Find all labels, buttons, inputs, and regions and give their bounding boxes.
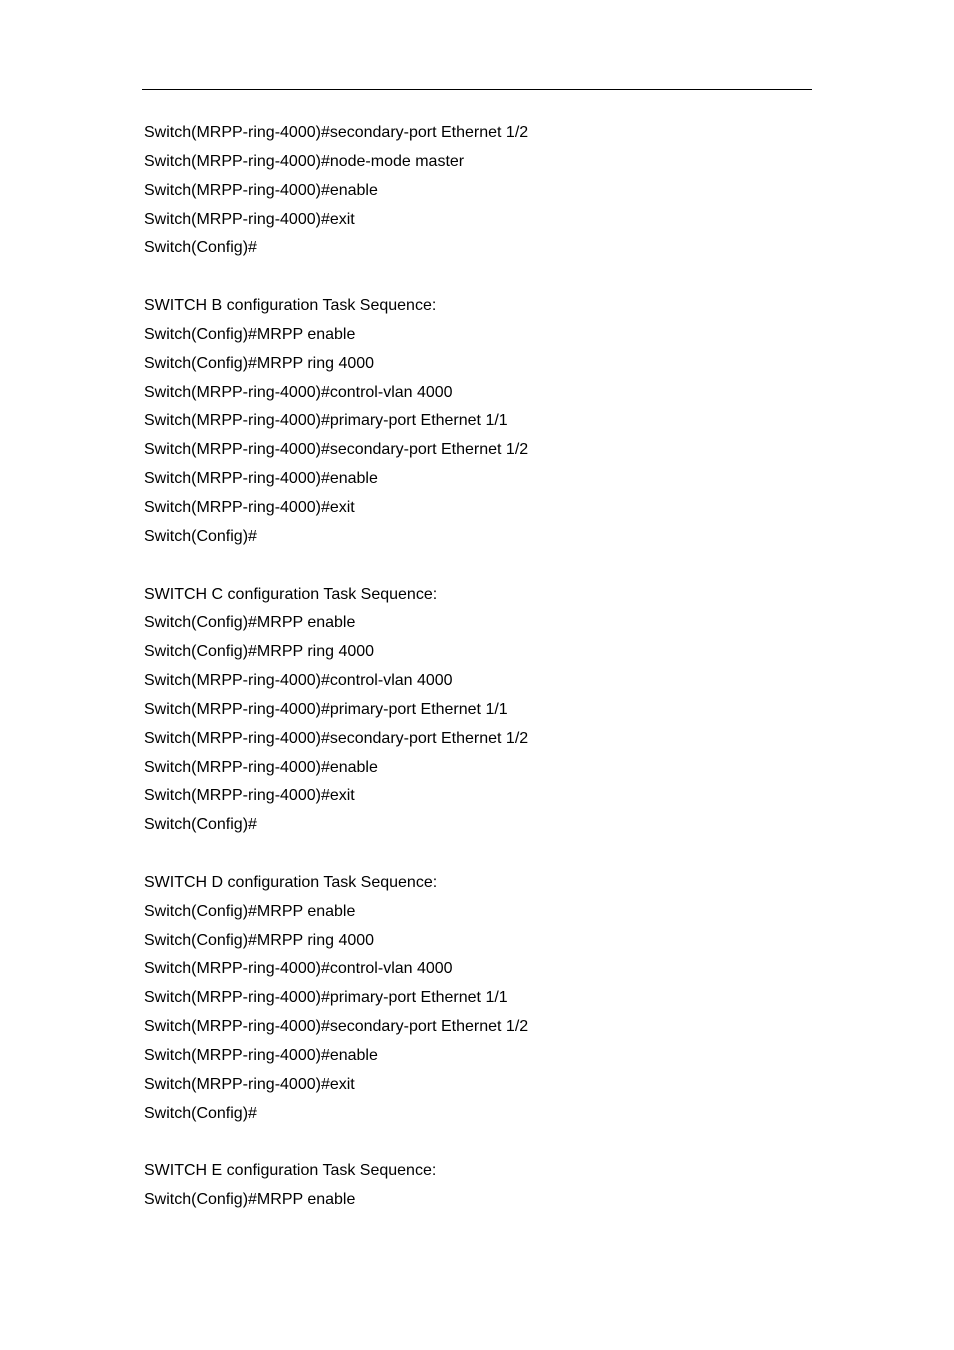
text-line: Switch(Config)#MRPP ring 4000 — [144, 643, 375, 661]
text-line: Switch(Config)# — [144, 239, 257, 257]
document-body — [144, 119, 804, 1215]
section-heading-switch-b: SWITCH B configuration Task Sequence: — [144, 297, 437, 315]
text-line: Switch(MRPP-ring-4000)#secondary-port Ethernet 1/2 — [144, 729, 529, 747]
text-line: Switch(MRPP-ring-4000)#primary-port Ethernet 1/1 — [144, 989, 508, 1007]
section-heading-switch-e: SWITCH E configuration Task Sequence: — [144, 1162, 437, 1180]
blank-line — [144, 1129, 804, 1158]
text-line: Switch(MRPP-ring-4000)#enable — [144, 470, 378, 488]
text-line: Switch(MRPP-ring-4000)#secondary-port Ethernet 1/2 — [144, 441, 529, 459]
text-line: Switch(MRPP-ring-4000)#secondary-port Ethernet 1/2 — [144, 124, 529, 141]
text-line: Switch(MRPP-ring-4000)#primary-port Ethernet 1/1 — [144, 412, 508, 430]
text-line: Switch(MRPP-ring-4000)#enable — [144, 1047, 378, 1064]
text-line: Switch(Config)# — [144, 816, 257, 834]
text-line: Switch(MRPP-ring-4000)#exit — [144, 1075, 355, 1093]
text-line: Switch(Config)#MRPP enable — [144, 325, 356, 343]
blank-line — [144, 263, 804, 292]
text-line: Switch(MRPP-ring-4000)#exit — [144, 498, 355, 516]
text-line: Switch(MRPP-ring-4000)#secondary-port Ethernet 1/2 — [144, 1018, 529, 1036]
text-line: Switch(MRPP-ring-4000)#control-vlan 4000 — [144, 672, 453, 690]
text-line: Switch(Config)#MRPP ring 4000 — [144, 931, 375, 949]
text-line: Switch(Config)#MRPP enable — [144, 614, 356, 632]
text-line: Switch(Config)#MRPP ring 4000 — [144, 354, 375, 372]
text-line: Switch(Config)# — [144, 527, 257, 545]
text-line: Switch(MRPP-ring-4000)#control-vlan 4000 — [144, 383, 453, 401]
header-rule — [142, 89, 812, 90]
text-line: Switch(MRPP-ring-4000)#enable — [144, 758, 378, 776]
text-line: Switch(MRPP-ring-4000)#exit — [144, 787, 355, 805]
text-line: Switch(MRPP-ring-4000)#control-vlan 4000 — [144, 960, 453, 978]
text-line: Switch(Config)#MRPP enable — [144, 1191, 356, 1209]
section-heading-switch-d: SWITCH D configuration Task Sequence: — [144, 873, 438, 891]
section-heading-switch-c: SWITCH C configuration Task Sequence: — [144, 585, 438, 603]
blank-line — [144, 552, 804, 581]
blank-line — [144, 840, 804, 869]
text-line: Switch(Config)# — [144, 1104, 257, 1122]
text-line: Switch(MRPP-ring-4000)#node-mode master — [144, 152, 465, 170]
text-line: Switch(MRPP-ring-4000)#enable — [144, 181, 378, 199]
text-line: Switch(MRPP-ring-4000)#exit — [144, 210, 355, 228]
text-line: Switch(Config)#MRPP enable — [144, 902, 356, 920]
text-line: Switch(MRPP-ring-4000)#primary-port Ethernet 1/1 — [144, 700, 508, 718]
